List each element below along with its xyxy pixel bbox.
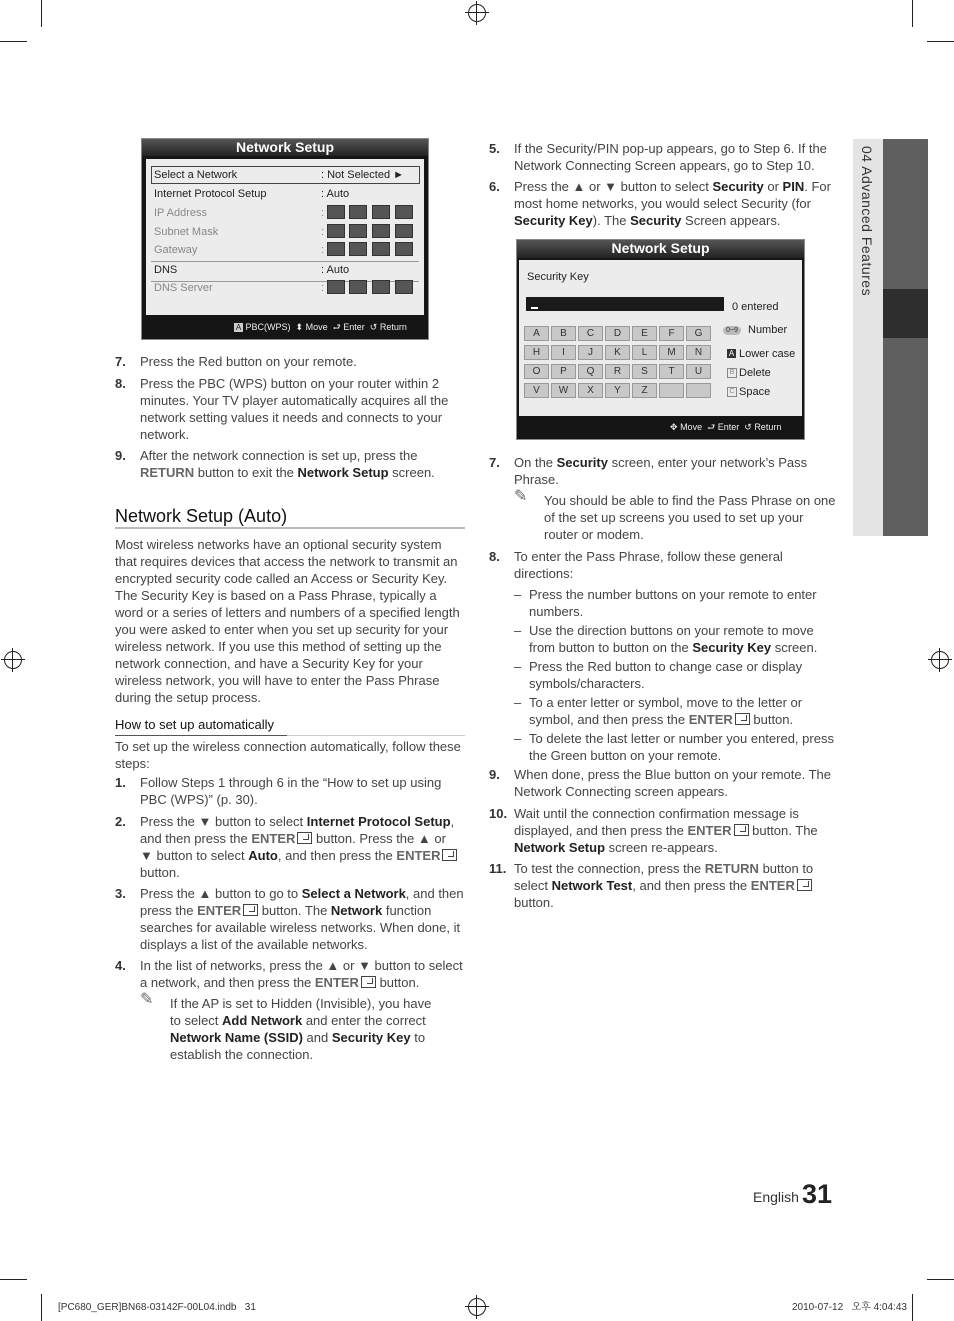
enter-icon <box>442 849 457 861</box>
key-w[interactable]: W <box>551 383 576 398</box>
direction-2: Use the direction buttons on your remote to move from button to button on the Security Key screen. <box>529 623 818 655</box>
return-hint: Return <box>754 422 782 432</box>
address-field <box>372 242 390 256</box>
address-field <box>349 280 367 294</box>
crop-mark <box>927 41 954 42</box>
a-button-badge: A <box>728 349 735 358</box>
return-hint: Return <box>379 322 407 332</box>
enter-icon <box>361 976 376 988</box>
return-icon: ↺ <box>744 422 752 432</box>
divider <box>151 261 419 262</box>
row-select-network[interactable]: Select a Network <box>154 169 238 181</box>
address-field <box>372 280 390 294</box>
address-field <box>372 224 390 238</box>
row-ip-setup-value: : Auto <box>321 188 350 200</box>
legend-number: Number <box>748 324 788 336</box>
key-blank[interactable] <box>686 383 711 398</box>
key-g[interactable]: G <box>686 326 711 341</box>
legend-lower-case: Lower case <box>739 348 796 360</box>
row-dns[interactable]: DNS <box>154 264 178 276</box>
crop-mark <box>41 1294 42 1321</box>
section-title: Network Setup (Auto) <box>115 506 288 526</box>
row-gateway-value: : <box>321 244 325 256</box>
key-u[interactable]: U <box>686 364 711 379</box>
key-v[interactable]: V <box>524 383 549 398</box>
note-step-7: You should be able to find the Pass Phrase on one of the set up screens you used to set up your router or modem. <box>544 493 836 542</box>
key-e[interactable]: E <box>632 326 657 341</box>
row-dns-server: DNS Server <box>154 282 213 294</box>
key-blank[interactable] <box>659 383 684 398</box>
address-field <box>327 280 345 294</box>
key-z[interactable]: Z <box>632 383 657 398</box>
key-f[interactable]: F <box>659 326 684 341</box>
security-key-input[interactable] <box>526 297 724 311</box>
address-field <box>372 205 390 219</box>
legend-delete: Delete <box>739 367 771 379</box>
key-h[interactable]: H <box>524 345 549 360</box>
entered-count: 0 entered <box>732 301 779 313</box>
dash: – <box>514 659 522 674</box>
key-d[interactable]: D <box>605 326 630 341</box>
move-hint: Move <box>305 322 328 332</box>
move-icon: ⬍ <box>295 322 304 332</box>
move-icon: ✥ <box>670 422 678 432</box>
address-field <box>349 242 367 256</box>
page-number: 31 <box>802 1179 833 1209</box>
key-q[interactable]: Q <box>578 364 603 379</box>
screen-panel <box>146 159 424 315</box>
row-dns-value: : Auto <box>321 264 350 276</box>
key-s[interactable]: S <box>632 364 657 379</box>
legend-space: Space <box>739 386 771 398</box>
security-key-screen <box>516 239 805 440</box>
dash: – <box>514 695 522 710</box>
enter-hint: Enter <box>717 422 740 432</box>
key-y[interactable]: Y <box>605 383 630 398</box>
key-l[interactable]: L <box>632 345 657 360</box>
note-pencil-icon: ✎ <box>514 488 528 505</box>
direction-1: Press the number buttons on your remote to enter numbers. <box>529 587 817 619</box>
crop-mark <box>41 0 42 27</box>
enter-icon <box>735 713 750 725</box>
text-cursor <box>531 307 538 309</box>
dash: – <box>514 623 522 638</box>
registration-mark-icon <box>468 1298 486 1316</box>
b-button-badge: B <box>727 368 737 378</box>
move-hint: Move <box>680 422 703 432</box>
enter-hint: Enter <box>343 322 365 332</box>
address-field <box>395 280 413 294</box>
address-field <box>327 242 345 256</box>
key-x[interactable]: X <box>578 383 603 398</box>
side-tab-label: 04 Advanced Features <box>859 146 875 297</box>
enter-icon <box>297 832 312 844</box>
address-field <box>395 205 413 219</box>
key-t[interactable]: T <box>659 364 684 379</box>
key-a[interactable]: A <box>524 326 549 341</box>
key-n[interactable]: N <box>686 345 711 360</box>
registration-mark-icon <box>931 651 949 669</box>
row-dns-server-value: : <box>321 282 325 294</box>
registration-mark-icon <box>4 651 22 669</box>
key-b[interactable]: B <box>551 326 576 341</box>
key-o[interactable]: O <box>524 364 549 379</box>
screen-title: Network Setup <box>517 240 804 258</box>
dash: – <box>514 587 522 602</box>
address-field <box>395 224 413 238</box>
key-c[interactable]: C <box>578 326 603 341</box>
section-title-rule <box>115 527 465 529</box>
enter-icon <box>734 824 749 836</box>
crop-mark <box>912 1294 913 1321</box>
row-ip-address: IP Address <box>154 207 207 219</box>
network-setup-screen <box>141 138 429 340</box>
address-field <box>395 242 413 256</box>
screen-footer <box>670 421 802 433</box>
row-gateway: Gateway <box>154 244 198 256</box>
side-tab-marker <box>883 289 928 338</box>
crop-mark <box>0 1279 27 1280</box>
direction-5: To delete the last letter or number you entered, press the Green button on your remote. <box>529 731 834 763</box>
c-button-badge: C <box>727 387 737 397</box>
address-field <box>327 224 345 238</box>
a-button-badge: A <box>235 323 242 332</box>
enter-icon <box>243 904 258 916</box>
key-r[interactable]: R <box>605 364 630 379</box>
key-p[interactable]: P <box>551 364 576 379</box>
enter-icon: ⮐ <box>707 422 716 432</box>
note-step-4: If the AP is set to Hidden (Invisible), you have to select Add Network and enter the correct Network Name (SSID) and Security Key to establish the connection. <box>170 996 432 1062</box>
subheading: How to set up automatically <box>115 717 274 732</box>
sub-intro: To set up the wireless connection automatically, follow these steps: <box>115 739 461 771</box>
crop-mark <box>912 0 913 27</box>
address-field <box>349 205 367 219</box>
screen-footer <box>234 321 424 333</box>
subheading-rule <box>115 735 287 736</box>
enter-icon <box>797 879 812 891</box>
address-field <box>349 224 367 238</box>
row-subnet-mask-value: : <box>321 226 325 238</box>
direction-3: Press the Red button to change case or display symbols/characters. <box>529 659 803 691</box>
direction-4: To a enter letter or symbol, move to the letter or symbol, and then press the ENTER button. <box>529 695 803 727</box>
row-ip-setup[interactable]: Internet Protocol Setup <box>154 188 267 200</box>
crop-mark <box>927 1279 954 1280</box>
key-i[interactable]: I <box>551 345 576 360</box>
number-badge: 0~9 <box>723 326 741 335</box>
intro-paragraph: Most wireless networks have an optional security system that requires devices that access the network to transmit an encrypted security code called an Access or Security Key. The Security Key is based on a Pass Phrase, typically a word or a series of letters and numbers of a specified length you were asked to enter when you set up security for your wireless network. If you use this method of setting up the network connection, and have a Security Key for your wireless network, you will have to enter the Pass Phrase during the setup process. <box>115 537 460 705</box>
dash: – <box>514 731 522 746</box>
file-name: [PC680_GER]BN68-03142F-00L04.indb 31 <box>58 1302 256 1313</box>
pbc-hint: PBC(WPS) <box>245 322 291 332</box>
screen-panel <box>519 260 802 416</box>
row-ip-address-value: : <box>321 207 325 219</box>
address-field <box>327 205 345 219</box>
enter-icon: ⮐ <box>332 322 341 332</box>
key-m[interactable]: M <box>659 345 684 360</box>
return-icon: ↺ <box>369 322 378 332</box>
row-subnet-mask: Subnet Mask <box>154 226 219 238</box>
row-select-network-value: : Not Selected ► <box>321 169 405 181</box>
subheading-rule-light <box>287 735 465 736</box>
note-pencil-icon: ✎ <box>140 991 154 1008</box>
language-label: English <box>753 1189 799 1205</box>
print-timestamp: 2010-07-12 오후 4:04:43 <box>792 1302 907 1313</box>
registration-mark-icon <box>468 4 486 22</box>
crop-mark <box>0 41 27 42</box>
security-key-label: Security Key <box>527 271 589 283</box>
key-j[interactable]: J <box>578 345 603 360</box>
key-k[interactable]: K <box>605 345 630 360</box>
screen-title: Network Setup <box>142 139 428 156</box>
